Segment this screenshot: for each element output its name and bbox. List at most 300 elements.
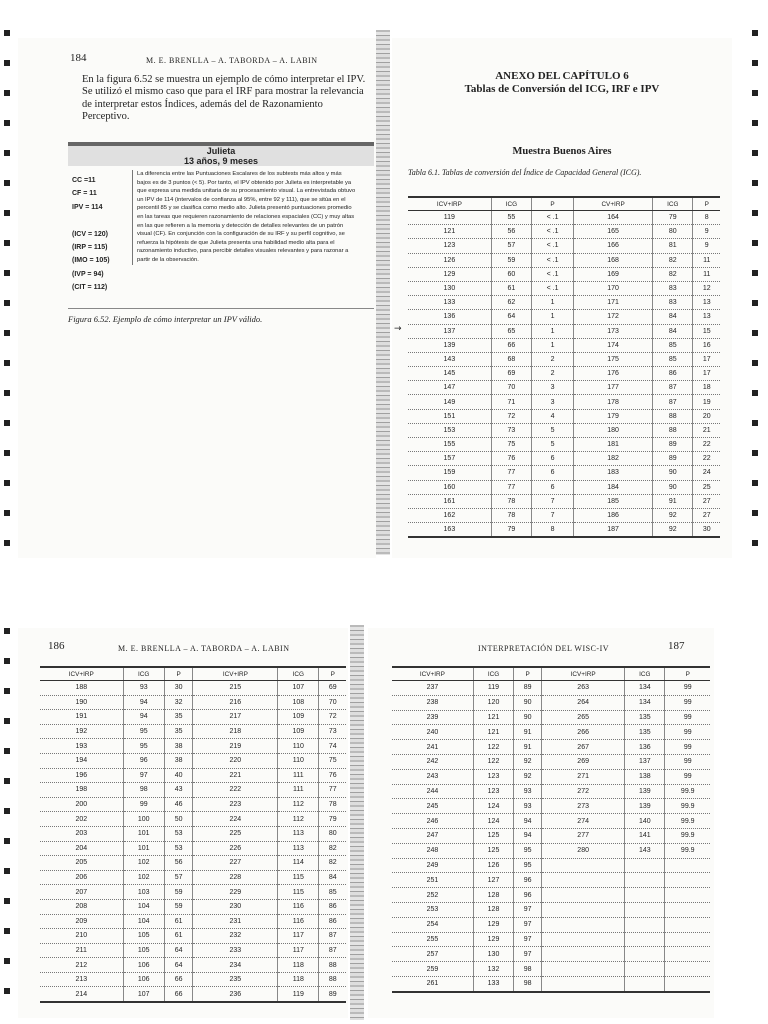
table-cell: 86 (653, 367, 693, 381)
table-cell: 88 (653, 423, 693, 437)
table-cell: 99.9 (665, 843, 710, 858)
table-cell: 208 (40, 899, 123, 914)
table-cell: 9 (693, 239, 720, 253)
table-cell (665, 976, 710, 991)
table-cell: 151 (408, 409, 491, 423)
table-cell: 94 (123, 710, 164, 725)
table-cell: 88 (653, 409, 693, 423)
table-cell: 153 (408, 423, 491, 437)
table-cell: 252 (392, 888, 473, 903)
table-cell: 89 (319, 987, 346, 1002)
column-header: ICV+IRP (40, 667, 123, 681)
table-cell: 17 (693, 352, 720, 366)
table-row (40, 987, 346, 1002)
column-header: ICV+IRP (193, 667, 278, 681)
table-cell: 175 (574, 352, 653, 366)
column-header: ICG (473, 667, 513, 681)
table-cell: 13 (693, 296, 720, 310)
score-item: CC =11 (72, 177, 96, 184)
table-cell: 53 (164, 841, 193, 856)
table-cell: 7 (532, 508, 574, 522)
table-cell: 221 (193, 768, 278, 783)
table-cell: 94 (514, 814, 542, 829)
table-cell: 91 (514, 725, 542, 740)
table-cell: 92 (653, 508, 693, 522)
table-cell: 72 (491, 409, 531, 423)
table-cell: 128 (473, 902, 513, 917)
table-row (40, 929, 346, 944)
table-cell: 176 (574, 367, 653, 381)
table-cell: 182 (574, 452, 653, 466)
table-cell (625, 888, 665, 903)
table-row (40, 958, 346, 973)
score-item: (IRP = 115) (72, 244, 108, 252)
table-cell: 246 (392, 814, 473, 829)
table-row (392, 814, 710, 829)
table-row (408, 480, 720, 494)
table-cell: 112 (278, 797, 319, 812)
table-cell (542, 932, 625, 947)
table-cell: 56 (164, 856, 193, 871)
table-cell: 61 (164, 914, 193, 929)
table-cell: 274 (542, 814, 625, 829)
table-cell (665, 917, 710, 932)
table-cell: 16 (693, 338, 720, 352)
table-cell: 212 (40, 958, 123, 973)
table-row (40, 899, 346, 914)
table-cell: 159 (408, 466, 491, 480)
table-cell: 101 (123, 826, 164, 841)
table-cell: 207 (40, 885, 123, 900)
table-cell: 95 (514, 858, 542, 873)
table-cell: < .1 (532, 281, 574, 295)
table-cell: 98 (123, 783, 164, 798)
table-cell: 181 (574, 438, 653, 452)
table-cell: 107 (123, 987, 164, 1002)
running-head: M. E. BRENLLA – A. TABORDA – A. LABIN (146, 56, 318, 65)
table-cell: 238 (392, 695, 473, 710)
table-cell (542, 873, 625, 888)
table-cell: 248 (392, 843, 473, 858)
table-cell: 73 (491, 423, 531, 437)
table-cell: 259 (392, 962, 473, 977)
table-cell: 38 (164, 739, 193, 754)
table-cell: 2 (532, 367, 574, 381)
table-cell: 164 (574, 211, 653, 225)
table-cell: 202 (40, 812, 123, 827)
table-header-row (392, 667, 710, 681)
table-cell: 136 (408, 310, 491, 324)
table-cell: 30 (164, 681, 193, 696)
table-cell: 118 (278, 958, 319, 973)
score-item: (CIT = 112) (72, 284, 108, 292)
table-cell: 230 (193, 899, 278, 914)
table-cell: < .1 (532, 225, 574, 239)
table-cell: 96 (123, 753, 164, 768)
table-cell: 104 (123, 899, 164, 914)
table-cell: 90 (653, 480, 693, 494)
table-cell: 261 (392, 976, 473, 991)
table-cell (542, 917, 625, 932)
table-cell (542, 947, 625, 962)
table-row (392, 888, 710, 903)
table-cell: 24 (693, 466, 720, 480)
table-cell: 120 (473, 695, 513, 710)
table-cell: 263 (542, 681, 625, 696)
table-cell: 147 (408, 381, 491, 395)
table-row (408, 395, 720, 409)
table-cell: 69 (491, 367, 531, 381)
table-cell (665, 962, 710, 977)
table-cell: 65 (491, 324, 531, 338)
table-cell: 249 (392, 858, 473, 873)
table-cell: 137 (408, 324, 491, 338)
table-cell: 254 (392, 917, 473, 932)
column-header: P (514, 667, 542, 681)
table-cell: 85 (653, 352, 693, 366)
table-cell: 94 (123, 695, 164, 710)
running-head: INTERPRETACIÓN DEL WISC-IV (478, 644, 610, 653)
column-header: P (693, 197, 720, 211)
page-number: 184 (70, 52, 87, 64)
table-row (408, 267, 720, 281)
table-cell: 88 (319, 972, 346, 987)
table-cell: 15 (693, 324, 720, 338)
table-row (392, 976, 710, 991)
table-cell (665, 888, 710, 903)
table-cell: 82 (653, 267, 693, 281)
table-cell: 1 (532, 338, 574, 352)
table-cell: 119 (278, 987, 319, 1002)
table-row (40, 783, 346, 798)
table-cell: 253 (392, 902, 473, 917)
table-cell: 91 (653, 494, 693, 508)
table-cell: 184 (574, 480, 653, 494)
table-cell: 225 (193, 826, 278, 841)
table-cell: 87 (653, 395, 693, 409)
table-cell: 194 (40, 753, 123, 768)
table-cell: 75 (491, 438, 531, 452)
table-cell: 128 (473, 888, 513, 903)
table-row (40, 739, 346, 754)
table-row (392, 962, 710, 977)
table-cell: 97 (514, 932, 542, 947)
conversion-table (392, 666, 710, 993)
table-cell: 129 (408, 267, 491, 281)
table-cell: 200 (40, 797, 123, 812)
table-cell: 109 (278, 724, 319, 739)
table-row (408, 494, 720, 508)
table-cell: 5 (532, 423, 574, 437)
table-cell: 218 (193, 724, 278, 739)
column-header: P (532, 197, 574, 211)
table-row (408, 239, 720, 253)
table-cell: 18 (693, 381, 720, 395)
table-cell: 115 (278, 885, 319, 900)
table-cell: 13 (693, 310, 720, 324)
table-cell: 264 (542, 695, 625, 710)
table-cell (542, 902, 625, 917)
page-number: 187 (668, 640, 685, 652)
table-cell: 192 (40, 724, 123, 739)
table-cell: 40 (164, 768, 193, 783)
table-cell (542, 858, 625, 873)
table-cell: 237 (392, 681, 473, 696)
table-cell: 245 (392, 799, 473, 814)
page-edge (4, 628, 10, 1008)
table-cell: 219 (193, 739, 278, 754)
table-cell: 84 (653, 324, 693, 338)
table-row (392, 873, 710, 888)
page-184 (18, 38, 376, 558)
table-cell: 117 (278, 929, 319, 944)
table-cell: 132 (473, 962, 513, 977)
table-cell: 4 (532, 409, 574, 423)
table-cell: 241 (392, 740, 473, 755)
table-cell: 110 (278, 753, 319, 768)
table-cell: 114 (278, 856, 319, 871)
table-cell: 99 (665, 740, 710, 755)
table-row (408, 381, 720, 395)
table-row (40, 972, 346, 987)
table-cell: 88 (319, 958, 346, 973)
table-cell: 118 (278, 972, 319, 987)
page-edge (752, 30, 758, 550)
column-header: ICG (625, 667, 665, 681)
table-cell: 140 (625, 814, 665, 829)
table-cell: 93 (514, 799, 542, 814)
table-row (408, 211, 720, 225)
table-cell: 11 (693, 267, 720, 281)
table-cell: 77 (491, 466, 531, 480)
table-caption: Tabla 6.1. Tablas de conversión del Índice de Capacidad General (ICG). (408, 168, 642, 177)
table-cell: 22 (693, 438, 720, 452)
table-cell: 267 (542, 740, 625, 755)
table-cell (665, 932, 710, 947)
table-cell (625, 873, 665, 888)
table-cell: 11 (693, 253, 720, 267)
table-cell: 99.9 (665, 814, 710, 829)
table-cell: 265 (542, 710, 625, 725)
table-cell: 139 (625, 784, 665, 799)
table-cell: 99 (665, 681, 710, 696)
column-header: P (665, 667, 710, 681)
table-cell: 162 (408, 508, 491, 522)
table-cell: 234 (193, 958, 278, 973)
table-cell: 89 (653, 438, 693, 452)
table-row (392, 917, 710, 932)
table-row (408, 281, 720, 295)
table-cell: 240 (392, 725, 473, 740)
table-cell: 61 (491, 281, 531, 295)
table-cell: 123 (473, 784, 513, 799)
binding-gutter (376, 30, 390, 555)
table-row (408, 367, 720, 381)
table-row (392, 858, 710, 873)
table-row (392, 799, 710, 814)
table-cell: 247 (392, 828, 473, 843)
table-cell: 46 (164, 797, 193, 812)
column-header: ICG (123, 667, 164, 681)
column-header: P (164, 667, 193, 681)
table-row (40, 841, 346, 856)
table-row (40, 695, 346, 710)
case-name: Julieta (68, 146, 374, 156)
table-cell: 55 (491, 211, 531, 225)
table-row (40, 710, 346, 725)
table-row (392, 902, 710, 917)
table-cell: 91 (514, 740, 542, 755)
table-cell: 222 (193, 783, 278, 798)
table-cell: 95 (123, 724, 164, 739)
table-cell: 105 (123, 929, 164, 944)
table-cell: 98 (514, 976, 542, 991)
table-cell: 93 (123, 681, 164, 696)
table-cell: 60 (491, 267, 531, 281)
table-cell: 95 (123, 739, 164, 754)
table-cell: 99 (665, 754, 710, 769)
table-row (392, 725, 710, 740)
table-cell: 124 (473, 799, 513, 814)
table-cell: 95 (514, 843, 542, 858)
table-cell: 99.9 (665, 784, 710, 799)
table-cell: 134 (625, 681, 665, 696)
table-cell: 111 (278, 783, 319, 798)
table-cell: 81 (653, 239, 693, 253)
table-cell: 129 (473, 932, 513, 947)
table-cell (665, 858, 710, 873)
running-head: M. E. BRENLLA – A. TABORDA – A. LABIN (118, 644, 290, 653)
table-cell: 98 (514, 962, 542, 977)
table-cell: 72 (319, 710, 346, 725)
table-cell: 89 (653, 452, 693, 466)
table-cell: 205 (40, 856, 123, 871)
table-row (40, 768, 346, 783)
table-row (408, 324, 720, 338)
table-row (392, 784, 710, 799)
table-cell: 203 (40, 826, 123, 841)
table-header-row (408, 197, 720, 211)
table-cell: 57 (164, 870, 193, 885)
table-row (40, 870, 346, 885)
table-cell: 9 (693, 225, 720, 239)
table-cell: 79 (491, 523, 531, 538)
column-header: ICG (491, 197, 531, 211)
table-cell: 121 (408, 225, 491, 239)
table-cell: 59 (491, 253, 531, 267)
table-cell: 97 (514, 917, 542, 932)
figure-caption: Figura 6.52. Ejemplo de cómo interpretar un IPV válido. (68, 314, 263, 324)
binding-gutter (350, 625, 364, 1020)
case-interpretation: La diferencia entre las Puntuaciones Escalares de los subtests más altos y más bajos es de 3 puntos (< 5). Por tanto, el IPV obtenido por Julieta es interpretable ya que expresa una medida unitaria de su procesamiento visual. La entrevistada obtuvo un IPV de 114 (intervalos de confianza al 95%, entre 92 y 111), que se sitúa en el percentil 85 y se clasifica como medio alto. Julieta presentó puntuaciones promedio en las tareas que requieren razonamiento de relaciones espaciales (CC) y muy altas en las que refieren a la memoria y detección de detalles relevantes de un patrón visual (CF). En conjunción con la configuración de su IRF y su perfil cognitivo, se refuerza la hipótesis de que Julieta presenta una habilidad medio alta para el razonamiento inductivo, para percibir detalles visuales relevantes y para razonar a partir de la observación. (132, 170, 357, 265)
table-cell: 100 (123, 812, 164, 827)
table-row (40, 826, 346, 841)
table-cell: 83 (653, 296, 693, 310)
table-cell: 75 (319, 753, 346, 768)
table-cell (625, 917, 665, 932)
score-item: (IVP = 94) (72, 270, 104, 278)
table-cell: 116 (278, 914, 319, 929)
table-cell: 73 (319, 724, 346, 739)
table-row (40, 943, 346, 958)
table-cell: 102 (123, 870, 164, 885)
table-cell: 121 (473, 725, 513, 740)
table-cell: 101 (123, 841, 164, 856)
table-row (392, 740, 710, 755)
table-row (40, 914, 346, 929)
table-cell: 139 (625, 799, 665, 814)
table-cell: 269 (542, 754, 625, 769)
table-cell: 123 (408, 239, 491, 253)
table-cell: 97 (514, 947, 542, 962)
table-row (40, 724, 346, 739)
table-cell: 129 (473, 917, 513, 932)
table-row (408, 438, 720, 452)
table-cell: 255 (392, 932, 473, 947)
table-cell: 122 (473, 754, 513, 769)
table-cell: 6 (532, 466, 574, 480)
table-row (408, 409, 720, 423)
table-cell: 133 (408, 296, 491, 310)
table-cell: 173 (574, 324, 653, 338)
table-cell: 82 (319, 856, 346, 871)
table-cell: 70 (319, 695, 346, 710)
table-row (40, 681, 346, 696)
table-cell: 78 (319, 797, 346, 812)
table-cell: 86 (319, 914, 346, 929)
table-cell: 69 (319, 681, 346, 696)
table-cell: 191 (40, 710, 123, 725)
table-cell: 3 (532, 381, 574, 395)
table-cell: 106 (123, 958, 164, 973)
table-row (40, 885, 346, 900)
table-cell: 210 (40, 929, 123, 944)
table-cell: 233 (193, 943, 278, 958)
table-cell: 97 (123, 768, 164, 783)
column-header: CV+IRP (574, 197, 653, 211)
table-cell (625, 976, 665, 991)
annex-title: ANEXO DEL CAPÍTULO 6 (495, 70, 629, 82)
table-cell: 8 (532, 523, 574, 538)
table-cell: 113 (278, 826, 319, 841)
table-cell: 27 (693, 494, 720, 508)
table-cell: 109 (278, 710, 319, 725)
table-cell: 188 (40, 681, 123, 696)
table-cell (625, 858, 665, 873)
body-paragraph: En la figura 6.52 se muestra un ejemplo de cómo interpretar el IPV. Se utilizó el mismo caso que para el IRF para mostrar la relevancia de interpretar estos Índices, además del de Razonamiento Perceptivo. (82, 74, 366, 123)
table-header-row (40, 667, 346, 681)
table-cell: 121 (473, 710, 513, 725)
table-cell: 99 (123, 797, 164, 812)
table-cell (542, 976, 625, 991)
table-cell: 92 (514, 769, 542, 784)
table-cell: 149 (408, 395, 491, 409)
column-header: ICV+IRP (408, 197, 491, 211)
table-row (392, 695, 710, 710)
table-cell (542, 888, 625, 903)
table-cell: 130 (408, 281, 491, 295)
table-cell: 78 (491, 508, 531, 522)
page-185 (392, 38, 732, 558)
table-cell: 96 (514, 873, 542, 888)
table-cell: 1 (532, 296, 574, 310)
table-cell: 38 (164, 753, 193, 768)
table-cell: 220 (193, 753, 278, 768)
table-cell: 56 (491, 225, 531, 239)
table-row (392, 947, 710, 962)
table-cell: 57 (491, 239, 531, 253)
table-cell: 82 (653, 253, 693, 267)
